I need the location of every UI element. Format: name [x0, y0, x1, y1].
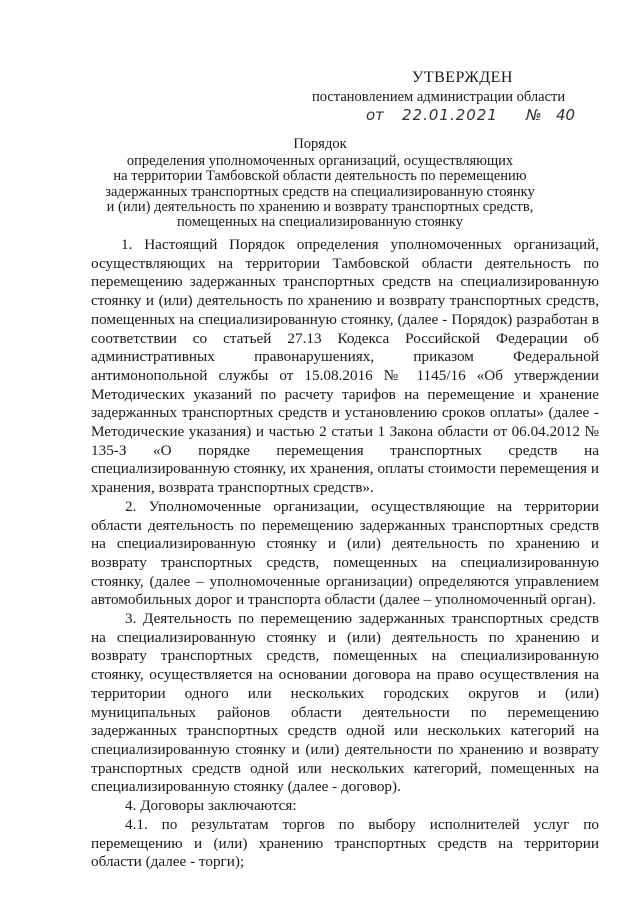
approval-number: 40	[556, 106, 576, 124]
heading-line: задержанных транспортных средств на специализированную стоянку	[105, 183, 535, 200]
heading-line: и (или) деятельность по хранению и возврату транспортных средств,	[106, 198, 534, 215]
document-heading	[100, 137, 540, 230]
paragraph-2: 2. Уполномоченные организации, осуществляющие на территории области деятельность по перемещению задержанных транспортных средств на специализированную стоянку и (или) деятельность по хранению и возврату транспортных средств, помещенных на специализированную стоянку, (далее – уполномоченные организации) определяются управлением автомобильных дорог и транспорта области (далее – уполномоченный орган).	[91, 497, 599, 609]
approval-number-sign: №	[526, 106, 542, 124]
heading-line: помещенных на специализированную стоянку	[177, 214, 463, 231]
approval-title: УТВЕРЖДЕН	[412, 69, 513, 86]
paragraph-3: 3. Деятельность по перемещению задержанных транспортных средств на специализированную стоянку и (или) деятельность по хранению и возврату транспортных средств, помещенных на специализированную стоянку, осуществляется на основании договора на право осуществления на территории одного или нескольких городских округов и (или) муниципальных районов области деятельности по перемещению задержанных транспортных средств одной или нескольких категорий на специализированную стоянку и (или) деятельности по хранению и возврату транспортных средств одной или нескольких категорий, помещенных на специализированную стоянку (далее - договор).	[91, 610, 599, 796]
heading-line: определения уполномоченных организаций, осуществляющих	[126, 153, 514, 170]
approval-date-number	[300, 106, 600, 128]
paragraph-4-1: 4.1. по результатам торгов по выбору исполнителей услуг по перемещению и (или) хранению транспортных средств на территории области (далее - торги);	[91, 815, 599, 871]
paragraph-1: 1. Настоящий Порядок определения уполномоченных организаций, осуществляющих на территории Тамбовской области деятельность по перемещению задержанных транспортных средств на специализированную стоянку и (или) деятельность по хранению и возврату транспортных средств, помещенных на специализированную стоянку, (далее - Порядок) разработан в соответствии со статьей 27.13 Кодекса Российской Федерации об административных правонарушениях, приказом Федеральной антимонопольной службы от 15.08.2016 № 1145/16 «Об утверждении Методических указаний по расчету тарифов на перемещение и хранение задержанных транспортных средств и установлению сроков оплаты» (далее - Методические указания) и частью 2 статьи 1 Закона области от 06.04.2012 № 135-З «О порядке перемещения транспортных средств на специализированную стоянку, их хранения, оплаты стоимости перемещения и хранения, возврата транспортных средств».	[91, 236, 599, 497]
document-body	[91, 236, 599, 872]
approval-issuer: постановлением администрации области	[312, 89, 566, 105]
approval-date: 22.01.2021	[402, 106, 498, 124]
heading-title: Порядок	[293, 136, 347, 152]
heading-line: на территории Тамбовской области деятельность по перемещению	[113, 168, 527, 185]
approval-block	[300, 68, 600, 128]
approval-ot-label: от	[366, 106, 384, 124]
paragraph-4: 4. Договоры заключаются:	[125, 797, 297, 815]
